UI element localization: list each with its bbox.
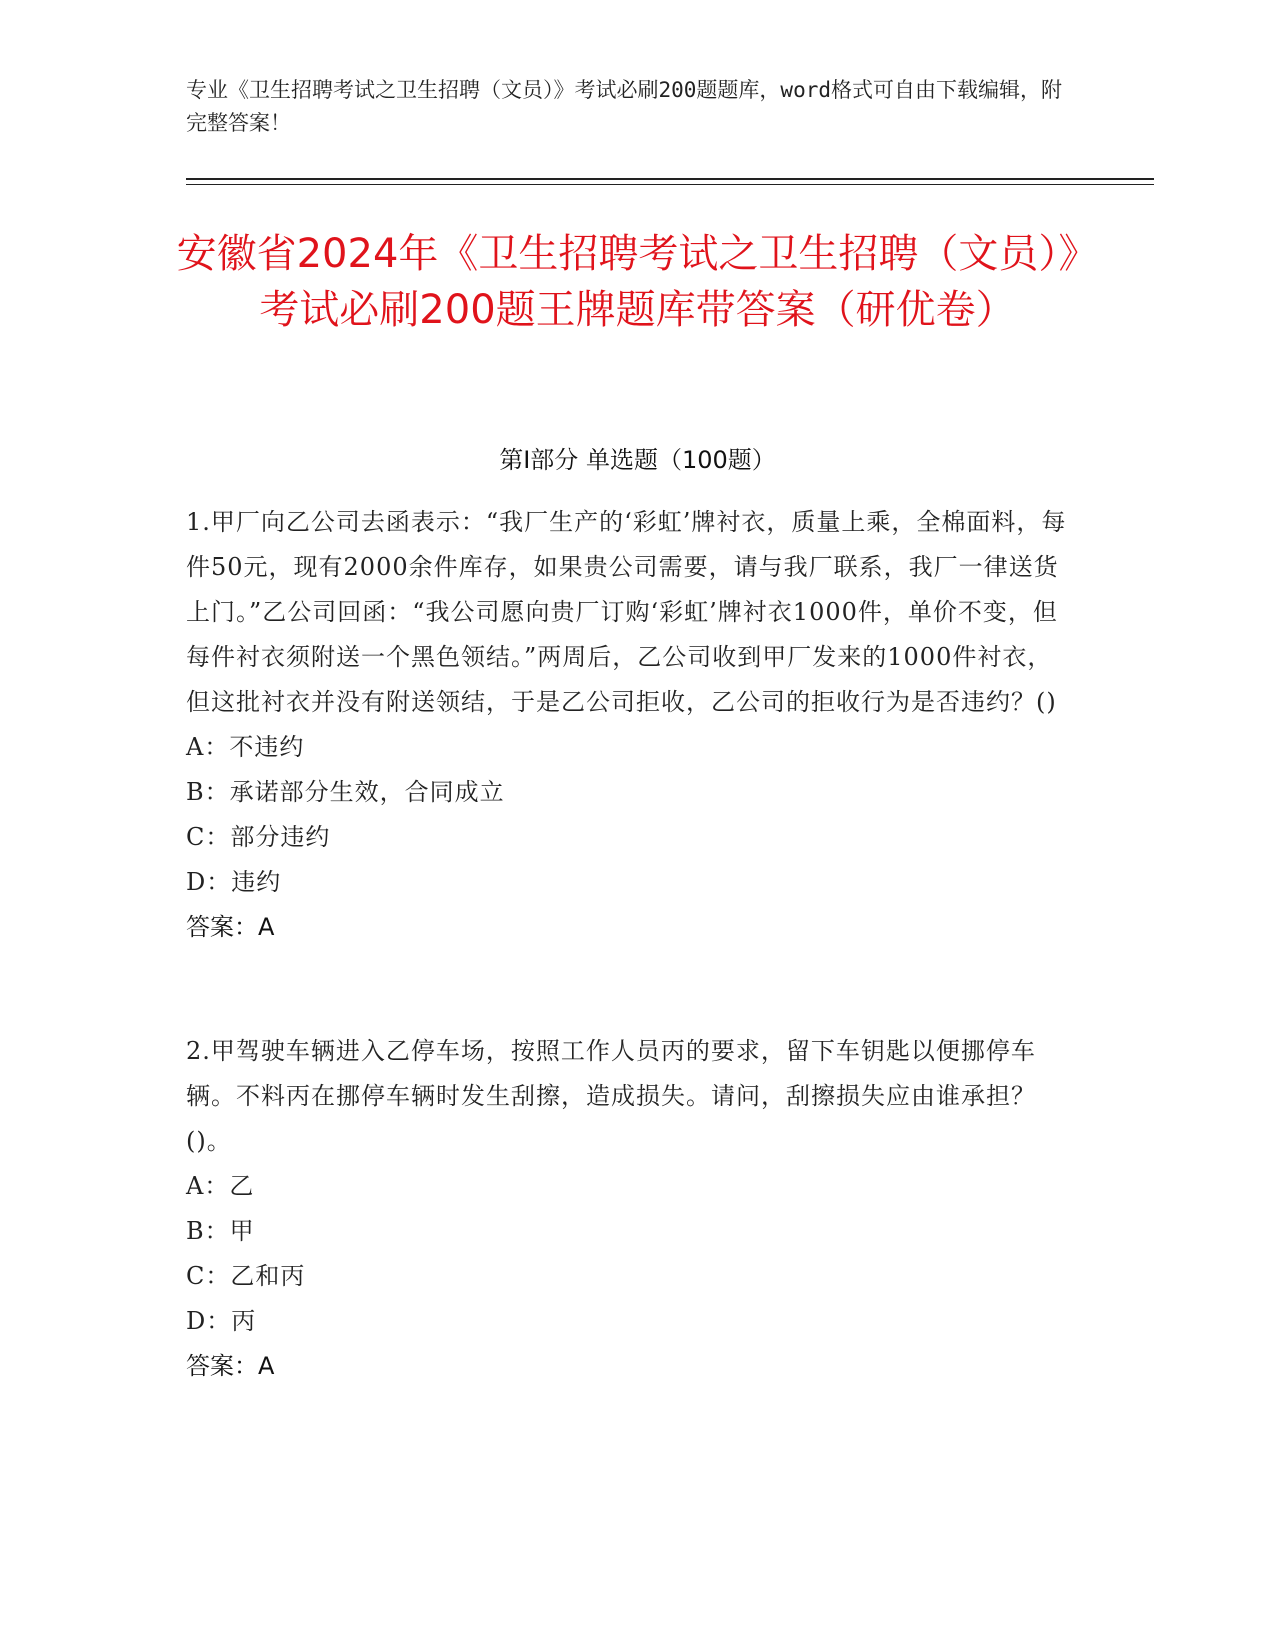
question-stem: 1.甲厂向乙公司去函表示：“我厂生产的‘彩虹’牌衬衣，质量上乘，全棉面料，每件50元，现有2000余件库存，如果贵公司需要，请与我厂联系，我厂一律送货上门。”乙公司回函：“我公司愿向贵厂订购‘彩虹’牌衬衣1000件，单价不变，但每件衬衣须附送一个黑色领结。”两周后，乙公司收到甲厂发来的1000件衬衣，但这批衬衣并没有附送领结，于是乙公司拒收，乙公司的拒收行为是否违约？() (186, 508, 1067, 716)
option-d: D：丙 (186, 1307, 257, 1335)
header-divider-thin (186, 184, 1154, 185)
option-c: C：部分违约 (186, 823, 331, 851)
option-a: A：乙 (186, 1172, 255, 1200)
answer-line: 答案：A (186, 913, 275, 941)
document-title: 安徽省2024年《卫生招聘考试之卫生招聘（文员）》考试必刷200题王牌题库带答案（研优卷） (176, 231, 1099, 333)
question-stem: 2.甲驾驶车辆进入乙停车场，按照工作人员丙的要求，留下车钥匙以便挪停车辆。不料丙在挪停车辆时发生刮擦，造成损失。请问，刮擦损失应由谁承担？()。 (186, 1037, 1036, 1155)
option-b: B：甲 (186, 1217, 255, 1245)
question-1 (186, 500, 1076, 950)
answer-line: 答案：A (186, 1352, 275, 1380)
question-2 (186, 1029, 1076, 1389)
header-divider-thick (186, 178, 1154, 180)
option-d: D：违约 (186, 868, 282, 896)
option-a: A：不违约 (186, 733, 305, 761)
option-c: C：乙和丙 (186, 1262, 306, 1290)
document-header-note: 专业《卫生招聘考试之卫生招聘（文员）》考试必刷200题题库，word格式可自由下载编辑，附完整答案！ (186, 78, 1062, 135)
section-heading: 第I部分 单选题（100题） (499, 446, 776, 474)
option-b: B：承诺部分生效，合同成立 (186, 778, 505, 806)
